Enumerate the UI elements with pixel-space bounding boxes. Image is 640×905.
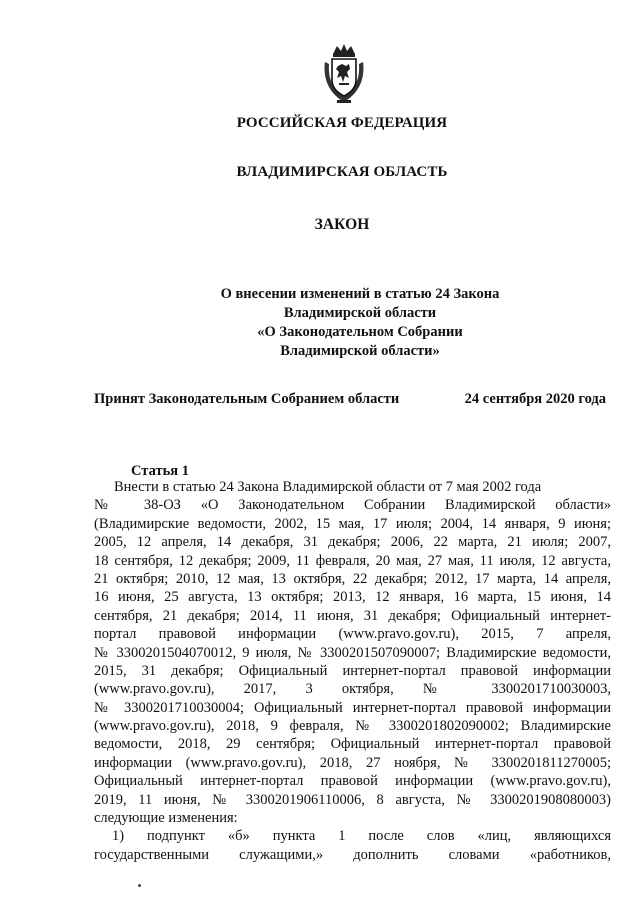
body-line: 2005, 12 апреля, 14 декабря, 31 декабря; 2006, 22 марта, 21 июля; 2007, (94, 534, 611, 551)
body-line: портал правовой информации (www.pravo.gov.ru), 2015, 7 апреля, (94, 626, 611, 643)
body-line: 1) подпункт «б» пункта 1 после слов «лиц, являющихся (112, 828, 611, 845)
body-line: (www.pravo.gov.ru), 2018, 9 февраля, № 3300201802090002; Владимирские (94, 718, 611, 735)
body-line: № 3300201504070012, 9 июля, № 3300201507090007; Владимирские ведомости, (94, 644, 611, 661)
law-title-line: Владимирской области» (280, 343, 440, 359)
law-title (60, 285, 640, 361)
coat-of-arms-icon (319, 42, 369, 106)
adopted-by: Принят Законодательным Собранием области (94, 391, 400, 407)
body-line: 2015, 31 декабря; Официальный интернет-портал правовой информации (94, 662, 611, 679)
body-line: Официальный интернет-портал правовой информации (www.pravo.gov.ru), (94, 773, 611, 790)
article-heading: Статья 1 (131, 463, 189, 479)
body-line: (Владимирские ведомости, 2002, 15 мая, 17 июля; 2004, 14 января, 9 июня; (94, 515, 611, 532)
body-line: информации (www.pravo.gov.ru), 2018, 27 ноября, № 3300201811270005; (94, 754, 611, 771)
body-line: сентября, 21 декабря; 2014, 11 июня, 31 декабря; Официальный интернет- (94, 607, 611, 624)
document-type-heading: ЗАКОН (314, 216, 370, 233)
body-line: 18 сентября, 12 декабря; 2009, 11 февраля, 20 мая, 27 мая, 11 июля, 12 августа, (94, 552, 611, 569)
adoption-date: 24 сентября 2020 года (464, 391, 606, 407)
region-heading: ВЛАДИМИРСКАЯ ОБЛАСТЬ (236, 164, 448, 180)
body-line: 2019, 11 июня, № 3300201906110006, 8 августа, № 3300201908080003) (94, 791, 611, 808)
body-line: № 3300201710030004; Официальный интернет-портал правовой информации (94, 699, 611, 716)
law-title-line: О внесении изменений в статью 24 Закона (220, 286, 500, 302)
body-line: (www.pravo.gov.ru), 2017, 3 октября, № 3300201710030003, (94, 681, 611, 698)
body-line: ведомости, 2018, 29 сентября; Официальный интернет-портал правовой (94, 736, 611, 753)
body-line: государственными служащими,» дополнить словами «работников, (94, 846, 611, 863)
body-line: 21 октября; 2010, 12 мая, 13 октября, 22 декабря; 2012, 17 марта, 14 апреля, (94, 570, 611, 587)
scan-speck (138, 884, 141, 887)
article-body (94, 478, 611, 864)
law-title-line: «О Законодательном Собрании (257, 324, 463, 340)
country-heading: РОССИЙСКАЯ ФЕДЕРАЦИЯ (236, 115, 448, 131)
law-title-line: Владимирской области (283, 305, 437, 321)
body-line: Внести в статью 24 Закона Владимирской области от 7 мая 2002 года (114, 479, 542, 495)
body-line: 16 июня, 25 августа, 13 октября; 2013, 12 января, 16 марта, 15 июня, 14 (94, 589, 611, 606)
body-line: следующие изменения: (94, 810, 238, 827)
body-line: № 38-ОЗ «О Законодательном Собрании Владимирской области» (94, 497, 611, 514)
